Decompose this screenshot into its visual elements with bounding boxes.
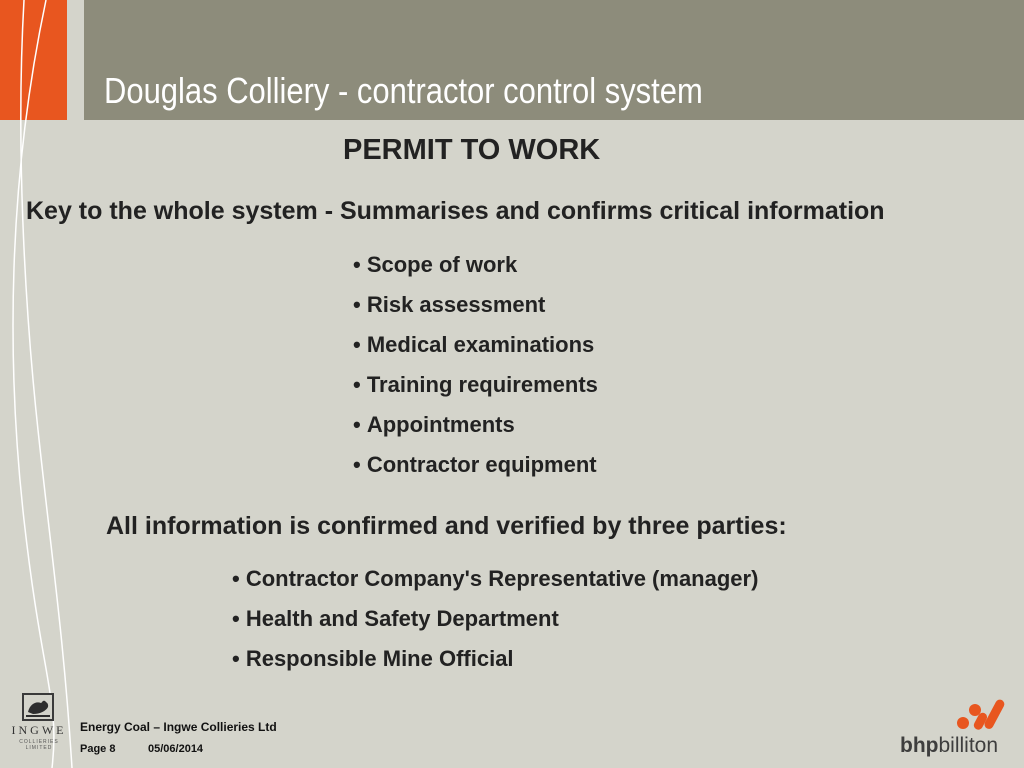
verification-intro: All information is confirmed and verified by three parties:: [106, 512, 787, 540]
bhp-wordmark-light: billiton: [938, 734, 999, 757]
list-item: • Health and Safety Department: [232, 599, 758, 639]
bhp-mark-icon: [954, 696, 1008, 732]
footer-company: Energy Coal – Ingwe Collieries Ltd: [80, 720, 277, 734]
ingwe-logo-sub: COLLIERIES LIMITED: [19, 739, 59, 751]
list-item: • Scope of work: [353, 245, 598, 285]
ingwe-logo-name: INGWE: [11, 723, 67, 737]
list-item: • Risk assessment: [353, 285, 598, 325]
page-number: Page 8: [80, 743, 116, 755]
list-item: • Contractor equipment: [353, 445, 598, 485]
footer-date: 05/06/2014: [148, 743, 204, 755]
leopard-emblem-icon: [21, 692, 55, 722]
list-item: • Training requirements: [353, 365, 598, 405]
parties-list: [232, 559, 758, 679]
section-subheading: Key to the whole system - Summarises and confirms critical information: [26, 197, 885, 225]
list-item: • Responsible Mine Official: [232, 639, 758, 679]
section-heading: PERMIT TO WORK: [343, 134, 601, 166]
list-item: • Contractor Company's Representative (manager): [232, 559, 758, 599]
ingwe-logo-icon: [8, 692, 70, 752]
list-item: • Medical examinations: [353, 325, 598, 365]
bhp-wordmark-bold: bhp: [900, 734, 939, 757]
slide-title: Douglas Colliery - contractor control system: [104, 70, 703, 111]
list-item: • Appointments: [353, 405, 598, 445]
bhp-billiton-logo-icon: [900, 696, 1012, 760]
permit-items-list: [353, 245, 598, 485]
decorative-curves: [0, 0, 120, 768]
bhp-wordmark: [900, 734, 998, 758]
